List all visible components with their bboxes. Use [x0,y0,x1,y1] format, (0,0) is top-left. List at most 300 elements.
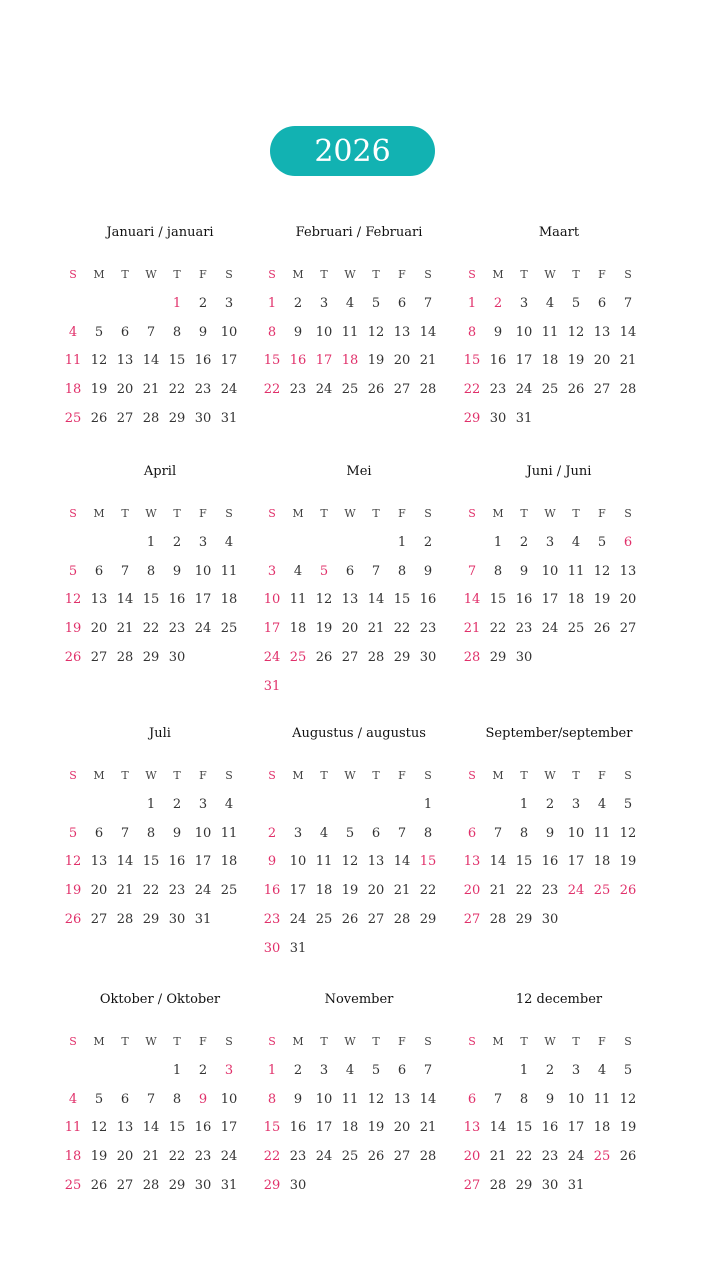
weekday-header: T [572,1035,580,1048]
weekday-header: S [268,268,276,281]
weekday-header: T [572,769,580,782]
day-cell: 4 [68,324,78,340]
day-cell: 6 [597,296,607,311]
day-cell: 13 [116,1120,134,1136]
day-cell: 26 [64,911,82,927]
day-cell: 19 [341,883,359,899]
day-cell: 9 [545,825,555,841]
day-cell: 28 [419,382,437,398]
day-cell: 21 [367,621,385,637]
month-3 [459,223,659,426]
day-cell: 17 [289,883,307,899]
day-cell: 3 [319,1063,329,1078]
day-cell: 14 [367,592,385,608]
day-cell: 22 [263,382,281,398]
day-cell: 15 [393,592,411,608]
weekday-header: F [598,507,606,520]
day-cell: 5 [571,296,581,311]
weekday-header: T [173,1035,181,1048]
day-cell: 18 [289,621,307,637]
day-cell: 23 [541,883,559,899]
day-cell: 6 [467,825,477,841]
day-cell: 25 [341,1149,359,1165]
day-cell: 9 [198,324,208,340]
day-cell: 11 [64,353,82,369]
day-cell: 15 [489,592,507,608]
weekday-header: M [292,769,304,782]
day-cell: 17 [194,592,212,608]
day-cell: 22 [489,621,507,637]
weekday-header: T [520,1035,528,1048]
day-cell: 2 [493,296,503,311]
day-cell: 18 [315,883,333,899]
day-cell: 23 [541,1149,559,1165]
day-cell: 14 [489,854,507,870]
day-cell: 11 [289,592,307,608]
weekday-header: T [173,507,181,520]
day-cell: 15 [142,854,160,870]
day-cell: 9 [293,324,303,340]
day-cell: 10 [263,592,281,608]
day-cell: 25 [220,883,238,899]
day-cell: 26 [619,883,637,899]
day-cell: 23 [289,1149,307,1165]
day-cell: 1 [146,797,156,812]
day-cell: 15 [142,592,160,608]
day-cell: 12 [567,324,585,340]
day-cell: 20 [393,1120,411,1136]
day-cell: 27 [593,382,611,398]
weekday-header: S [424,769,432,782]
day-cell: 28 [142,410,160,426]
day-cell: 6 [94,825,104,841]
day-cell: 6 [397,1063,407,1078]
day-cell: 9 [198,1091,208,1107]
day-cell: 15 [263,1120,281,1136]
weekday-header: M [93,507,105,520]
day-cell: 9 [267,854,277,870]
day-cell: 8 [146,563,156,579]
day-cell: 15 [263,353,281,369]
day-cell: 7 [146,324,156,340]
month-title: Oktober / Oktober [99,992,221,1007]
day-cell: 5 [371,296,381,311]
weekday-header: F [398,268,406,281]
day-cell: 25 [315,911,333,927]
day-cell: 12 [367,1091,385,1107]
day-cell: 12 [593,563,611,579]
day-cell: 10 [567,825,585,841]
day-cell: 15 [515,854,533,870]
day-cell: 14 [619,324,637,340]
day-cell: 13 [116,353,134,369]
month-6 [459,462,659,665]
weekday-header: F [199,507,207,520]
day-cell: 20 [593,353,611,369]
weekday-header: S [424,507,432,520]
weekday-header: T [320,507,328,520]
month-12 [459,990,659,1193]
day-cell: 1 [423,797,433,812]
day-cell: 30 [168,649,186,665]
day-cell: 31 [567,1177,585,1193]
day-cell: 13 [463,854,481,870]
day-cell: 10 [220,324,238,340]
day-cell: 23 [289,382,307,398]
day-cell: 1 [267,1063,277,1078]
month-title: Mei [346,464,372,479]
day-cell: 4 [224,797,234,812]
day-cell: 20 [90,883,108,899]
day-cell: 27 [90,649,108,665]
day-cell: 19 [367,353,385,369]
day-cell: 2 [545,1063,555,1078]
day-cell: 6 [345,563,355,579]
day-cell: 1 [267,296,277,311]
day-cell: 22 [168,382,186,398]
day-cell: 25 [64,1177,82,1193]
weekday-header: W [344,1035,356,1048]
day-cell: 2 [198,296,208,311]
day-cell: 7 [397,825,407,841]
month-title: Februari / Februari [295,225,423,240]
day-cell: 5 [319,563,329,579]
day-cell: 2 [198,1063,208,1078]
day-cell: 1 [146,535,156,550]
day-cell: 16 [541,854,559,870]
day-cell: 19 [619,1120,637,1136]
day-cell: 30 [289,1177,307,1193]
month-2 [259,223,459,398]
weekday-header: S [468,268,476,281]
day-cell: 31 [220,410,238,426]
day-cell: 25 [567,621,585,637]
weekday-header: W [145,1035,157,1048]
day-cell: 11 [593,1091,611,1107]
day-cell: 17 [515,353,533,369]
day-cell: 11 [341,1091,359,1107]
weekday-header: S [468,1035,476,1048]
day-cell: 12 [64,592,82,608]
day-cell: 19 [567,353,585,369]
day-cell: 4 [345,1063,355,1078]
day-cell: 7 [120,563,130,579]
day-cell: 5 [623,1063,633,1078]
day-cell: 2 [519,535,529,550]
day-cell: 24 [263,649,281,665]
weekday-header: F [199,268,207,281]
day-cell: 18 [593,1120,611,1136]
weekday-header: F [598,769,606,782]
day-cell: 28 [116,649,134,665]
day-cell: 10 [220,1091,238,1107]
day-cell: 18 [220,592,238,608]
day-cell: 17 [541,592,559,608]
weekday-header: M [492,1035,504,1048]
day-cell: 18 [341,1120,359,1136]
day-cell: 8 [267,324,277,340]
day-cell: 21 [619,353,637,369]
weekday-header: T [520,507,528,520]
day-cell: 29 [489,649,507,665]
day-cell: 11 [315,854,333,870]
day-cell: 25 [593,1149,611,1165]
weekday-header: S [225,268,233,281]
day-cell: 11 [64,1120,82,1136]
day-cell: 19 [593,592,611,608]
day-cell: 24 [515,382,533,398]
day-cell: 8 [172,324,182,340]
day-cell: 9 [293,1091,303,1107]
day-cell: 25 [341,382,359,398]
day-cell: 19 [90,1149,108,1165]
day-cell: 6 [94,563,104,579]
day-cell: 9 [172,563,182,579]
weekday-header: T [372,507,380,520]
weekday-header: W [145,268,157,281]
day-cell: 30 [541,911,559,927]
day-cell: 5 [371,1063,381,1078]
weekday-header: F [398,769,406,782]
weekday-header: W [145,769,157,782]
weekday-header: M [93,268,105,281]
day-cell: 13 [593,324,611,340]
day-cell: 3 [293,825,303,841]
day-cell: 5 [68,563,78,579]
weekday-header: M [492,507,504,520]
weekday-header: S [624,769,632,782]
day-cell: 24 [194,621,212,637]
day-cell: 19 [64,883,82,899]
day-cell: 22 [142,621,160,637]
day-cell: 28 [367,649,385,665]
day-cell: 6 [467,1091,477,1107]
day-cell: 13 [90,854,108,870]
day-cell: 14 [489,1120,507,1136]
day-cell: 8 [146,825,156,841]
day-cell: 3 [571,797,581,812]
day-cell: 4 [224,535,234,550]
day-cell: 16 [194,1120,212,1136]
day-cell: 16 [168,592,186,608]
day-cell: 4 [293,563,303,579]
day-cell: 29 [168,410,186,426]
year-badge: 2026 [270,126,435,176]
day-cell: 24 [315,382,333,398]
weekday-header: S [424,268,432,281]
weekday-header: M [93,769,105,782]
day-cell: 15 [168,353,186,369]
weekday-header: W [544,1035,556,1048]
day-cell: 24 [541,621,559,637]
day-cell: 21 [116,621,134,637]
day-cell: 19 [619,854,637,870]
weekday-header: F [398,507,406,520]
day-cell: 27 [116,1177,134,1193]
weekday-header: S [268,1035,276,1048]
weekday-header: F [199,769,207,782]
weekday-header: M [292,268,304,281]
day-cell: 14 [142,353,160,369]
day-cell: 28 [142,1177,160,1193]
day-cell: 28 [393,911,411,927]
weekday-header: T [572,507,580,520]
day-cell: 29 [515,911,533,927]
day-cell: 6 [371,825,381,841]
day-cell: 20 [116,1149,134,1165]
day-cell: 6 [120,324,130,340]
day-cell: 27 [367,911,385,927]
day-cell: 12 [90,353,108,369]
day-cell: 30 [515,649,533,665]
day-cell: 9 [493,324,503,340]
day-cell: 11 [220,563,238,579]
day-cell: 18 [64,1149,82,1165]
day-cell: 28 [463,649,481,665]
day-cell: 21 [489,1149,507,1165]
day-cell: 18 [567,592,585,608]
day-cell: 27 [463,1177,481,1193]
month-title: Augustus / augustus [292,726,426,741]
day-cell: 23 [419,621,437,637]
weekday-header: M [492,769,504,782]
month-11 [259,990,459,1193]
weekday-header: T [320,769,328,782]
day-cell: 4 [545,296,555,311]
weekday-header: F [598,1035,606,1048]
day-cell: 31 [194,911,212,927]
day-cell: 29 [463,410,481,426]
weekday-header: M [292,507,304,520]
day-cell: 22 [463,382,481,398]
weekday-header: S [225,507,233,520]
weekday-header: M [492,268,504,281]
day-cell: 3 [224,296,234,311]
day-cell: 16 [541,1120,559,1136]
day-cell: 19 [64,621,82,637]
weekday-header: T [520,769,528,782]
day-cell: 19 [315,621,333,637]
day-cell: 2 [267,825,277,841]
day-cell: 19 [367,1120,385,1136]
day-cell: 20 [341,621,359,637]
weekday-header: F [398,1035,406,1048]
day-cell: 30 [194,1177,212,1193]
day-cell: 16 [194,353,212,369]
weekday-header: S [468,769,476,782]
weekday-header: F [598,268,606,281]
day-cell: 5 [345,825,355,841]
weekday-header: F [199,1035,207,1048]
weekday-header: T [320,1035,328,1048]
day-cell: 28 [116,911,134,927]
weekday-header: T [520,268,528,281]
day-cell: 15 [168,1120,186,1136]
day-cell: 17 [220,1120,238,1136]
weekday-header: T [121,507,129,520]
day-cell: 13 [90,592,108,608]
day-cell: 27 [90,911,108,927]
day-cell: 30 [489,410,507,426]
day-cell: 30 [194,410,212,426]
day-cell: 8 [423,825,433,841]
weekday-header: S [268,769,276,782]
weekday-header: S [624,268,632,281]
day-cell: 14 [116,592,134,608]
day-cell: 25 [289,649,307,665]
day-cell: 3 [545,535,555,550]
day-cell: 27 [341,649,359,665]
day-cell: 30 [263,940,281,956]
day-cell: 13 [393,1091,411,1107]
day-cell: 3 [267,563,277,579]
day-cell: 5 [94,324,104,340]
day-cell: 14 [463,592,481,608]
day-cell: 26 [567,382,585,398]
day-cell: 12 [619,1091,637,1107]
day-cell: 25 [64,410,82,426]
day-cell: 21 [489,883,507,899]
day-cell: 11 [567,563,585,579]
weekday-header: S [468,507,476,520]
day-cell: 14 [419,1091,437,1107]
day-cell: 23 [515,621,533,637]
day-cell: 25 [541,382,559,398]
day-cell: 25 [220,621,238,637]
weekday-header: T [372,268,380,281]
day-cell: 17 [194,854,212,870]
day-cell: 21 [393,883,411,899]
day-cell: 23 [194,382,212,398]
month-1 [60,223,260,426]
day-cell: 26 [367,1149,385,1165]
day-cell: 29 [419,911,437,927]
month-title: Juli [149,726,171,741]
weekday-header: S [69,1035,77,1048]
day-cell: 31 [515,410,533,426]
day-cell: 13 [619,563,637,579]
day-cell: 23 [489,382,507,398]
day-cell: 13 [393,324,411,340]
day-cell: 6 [623,535,633,550]
day-cell: 10 [515,324,533,340]
day-cell: 8 [493,563,503,579]
day-cell: 21 [116,883,134,899]
day-cell: 2 [293,1063,303,1078]
day-cell: 16 [168,854,186,870]
day-cell: 5 [623,797,633,812]
day-cell: 16 [289,1120,307,1136]
month-title: Januari / januari [106,225,214,240]
weekday-header: S [268,507,276,520]
day-cell: 24 [220,382,238,398]
weekday-header: T [121,268,129,281]
day-cell: 9 [172,825,182,841]
weekday-header: M [93,1035,105,1048]
weekday-header: T [320,268,328,281]
day-cell: 16 [263,883,281,899]
weekday-header: W [344,769,356,782]
weekday-header: S [225,769,233,782]
day-cell: 12 [341,854,359,870]
day-cell: 29 [393,649,411,665]
day-cell: 8 [519,825,529,841]
day-cell: 18 [220,854,238,870]
day-cell: 14 [116,854,134,870]
month-8 [259,724,459,956]
weekday-header: W [544,507,556,520]
weekday-header: S [624,1035,632,1048]
